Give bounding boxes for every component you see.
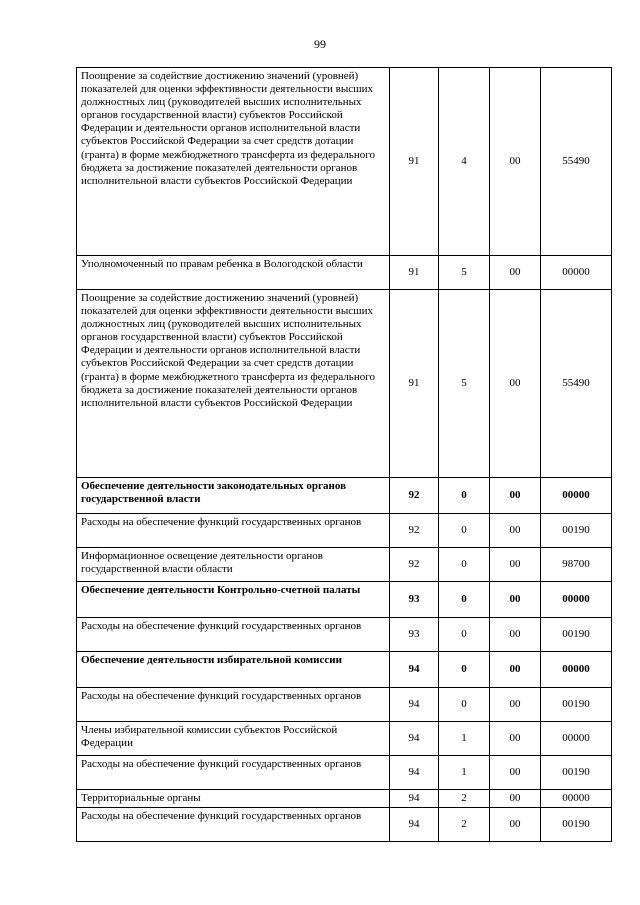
cell-code-1: 92 bbox=[390, 548, 439, 582]
table-row bbox=[77, 256, 612, 290]
cell-item-name: Расходы на обеспечение функций государственных органов bbox=[77, 808, 390, 842]
cell-code-3: 00 bbox=[490, 290, 541, 478]
cell-code-1: 93 bbox=[390, 618, 439, 652]
cell-code-4: 00000 bbox=[541, 722, 612, 756]
cell-code-4: 00190 bbox=[541, 808, 612, 842]
table-row bbox=[77, 722, 612, 756]
table-row bbox=[77, 548, 612, 582]
cell-code-4: 00000 bbox=[541, 790, 612, 808]
cell-code-1: 94 bbox=[390, 722, 439, 756]
table-row bbox=[77, 790, 612, 808]
cell-code-4: 00000 bbox=[541, 478, 612, 514]
cell-code-3: 00 bbox=[490, 478, 541, 514]
cell-item-name: Обеспечение деятельности законодательных органов государственной власти bbox=[77, 478, 390, 514]
cell-code-2: 0 bbox=[439, 582, 490, 618]
cell-code-1: 94 bbox=[390, 808, 439, 842]
cell-code-3: 00 bbox=[490, 722, 541, 756]
cell-code-3: 00 bbox=[490, 618, 541, 652]
page-number: 99 bbox=[314, 37, 326, 51]
cell-code-2: 0 bbox=[439, 652, 490, 688]
cell-code-2: 0 bbox=[439, 548, 490, 582]
cell-code-1: 93 bbox=[390, 582, 439, 618]
cell-code-1: 92 bbox=[390, 514, 439, 548]
cell-code-1: 94 bbox=[390, 756, 439, 790]
table-body bbox=[77, 68, 612, 842]
cell-code-2: 1 bbox=[439, 722, 490, 756]
cell-item-name: Уполномоченный по правам ребенка в Вологодской области bbox=[77, 256, 390, 290]
cell-item-name: Обеспечение деятельности избирательной комиссии bbox=[77, 652, 390, 688]
cell-code-4: 00000 bbox=[541, 652, 612, 688]
cell-code-4: 00000 bbox=[541, 582, 612, 618]
cell-item-name: Поощрение за содействие достижению значений (уровней) показателей для оценки эффективности деятельности высших должностных лиц (руководителей высших исполнительных органов государственной власти) субъектов Российской Федерации и деятельности органов исполнительной власти субъектов Российской Федерации за счет средств дотации (гранта) в форме межбюджетного трансферта из федерального бюджета за достижение показателей деятельности органов исполнительной власти субъектов Российской Федерации bbox=[77, 68, 390, 256]
cell-code-2: 0 bbox=[439, 478, 490, 514]
cell-code-3: 00 bbox=[490, 548, 541, 582]
table-row bbox=[77, 808, 612, 842]
cell-item-name: Территориальные органы bbox=[77, 790, 390, 808]
cell-code-3: 00 bbox=[490, 582, 541, 618]
cell-code-3: 00 bbox=[490, 808, 541, 842]
cell-code-3: 00 bbox=[490, 652, 541, 688]
cell-code-2: 5 bbox=[439, 290, 490, 478]
cell-code-2: 0 bbox=[439, 618, 490, 652]
cell-code-2: 4 bbox=[439, 68, 490, 256]
cell-code-1: 91 bbox=[390, 290, 439, 478]
table-row bbox=[77, 68, 612, 256]
cell-item-name: Члены избирательной комиссии субъектов Российской Федерации bbox=[77, 722, 390, 756]
cell-code-2: 0 bbox=[439, 514, 490, 548]
cell-code-4: 98700 bbox=[541, 548, 612, 582]
cell-item-name: Расходы на обеспечение функций государственных органов bbox=[77, 514, 390, 548]
cell-code-1: 94 bbox=[390, 790, 439, 808]
cell-code-1: 91 bbox=[390, 68, 439, 256]
cell-code-3: 00 bbox=[490, 256, 541, 290]
cell-item-name: Информационное освещение деятельности органов государственной власти области bbox=[77, 548, 390, 582]
cell-code-3: 00 bbox=[490, 756, 541, 790]
cell-code-2: 5 bbox=[439, 256, 490, 290]
table-row bbox=[77, 514, 612, 548]
cell-item-name: Обеспечение деятельности Контрольно-счетной палаты bbox=[77, 582, 390, 618]
budget-classification-table bbox=[76, 67, 612, 842]
cell-code-1: 94 bbox=[390, 652, 439, 688]
cell-item-name: Расходы на обеспечение функций государственных органов bbox=[77, 756, 390, 790]
cell-code-3: 00 bbox=[490, 514, 541, 548]
table-row bbox=[77, 652, 612, 688]
cell-item-name: Поощрение за содействие достижению значений (уровней) показателей для оценки эффективности деятельности высших должностных лиц (руководителей высших исполнительных органов государственной власти) субъектов Российской Федерации и деятельности органов исполнительной власти субъектов Российской Федерации за счет средств дотации (гранта) в форме межбюджетного трансферта из федерального бюджета за достижение показателей деятельности органов исполнительной власти субъектов Российской Федерации bbox=[77, 290, 390, 478]
cell-code-2: 0 bbox=[439, 688, 490, 722]
cell-code-4: 00190 bbox=[541, 618, 612, 652]
cell-code-4: 55490 bbox=[541, 290, 612, 478]
cell-code-2: 2 bbox=[439, 808, 490, 842]
cell-item-name: Расходы на обеспечение функций государственных органов bbox=[77, 688, 390, 722]
table-row bbox=[77, 688, 612, 722]
cell-code-2: 1 bbox=[439, 756, 490, 790]
cell-item-name: Расходы на обеспечение функций государственных органов bbox=[77, 618, 390, 652]
cell-code-4: 00190 bbox=[541, 756, 612, 790]
table-row bbox=[77, 582, 612, 618]
cell-code-2: 2 bbox=[439, 790, 490, 808]
cell-code-1: 94 bbox=[390, 688, 439, 722]
cell-code-3: 00 bbox=[490, 688, 541, 722]
cell-code-4: 00190 bbox=[541, 688, 612, 722]
cell-code-1: 92 bbox=[390, 478, 439, 514]
table-row bbox=[77, 618, 612, 652]
table-row bbox=[77, 290, 612, 478]
cell-code-4: 00190 bbox=[541, 514, 612, 548]
cell-code-3: 00 bbox=[490, 68, 541, 256]
cell-code-3: 00 bbox=[490, 790, 541, 808]
table-row bbox=[77, 756, 612, 790]
cell-code-4: 55490 bbox=[541, 68, 612, 256]
cell-code-1: 91 bbox=[390, 256, 439, 290]
table-row bbox=[77, 478, 612, 514]
cell-code-4: 00000 bbox=[541, 256, 612, 290]
